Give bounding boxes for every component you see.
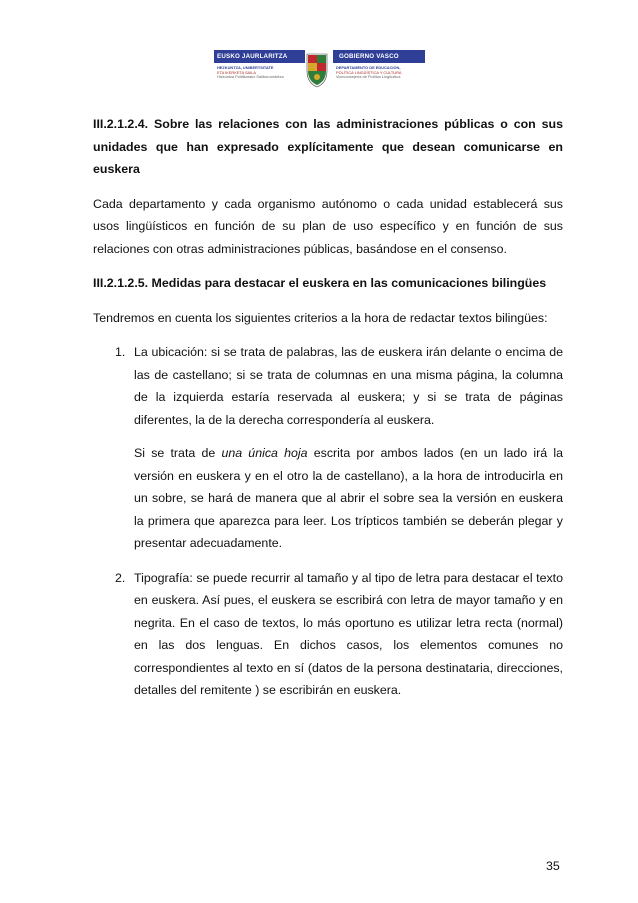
document-body: [93, 113, 563, 702]
list-item: [93, 567, 563, 702]
page-number: 35: [546, 859, 560, 873]
emphasis-text: una única hoja: [221, 446, 308, 460]
logo-bar-spanish: GOBIERNO VASCO: [333, 50, 425, 63]
list-item-text: Tipografía: se puede recurrir al tamaño y al tipo de letra para destacar el texto en euskera. Así pues, el euskera se escribirá con letra de mayor tamaño y en negrita. En el caso de textos, lo más oportuno es utilizar letra recta (normal) en las dos lenguas. En dichos casos, los elementos comunes no correspondientes al texto en sí (datos de la persona destinataria, direcciones, detalles del remitente ) se escribirán en euskera.: [134, 570, 563, 697]
list-item-subparagraph: Si se trata de una única hoja escrita por ambos lados (en un lado irá la versión en euskera y en el otro la de castellano), a la hora de introducirla en un sobre, se hará de manera que al abrir el sobre sea la versión en euskera la primera que aparezca para leer. Los trípticos también se deberán plegar y presentar adecuadamente.: [134, 446, 563, 550]
section-heading-2-1-2-5: III.2.1.2.5. Medidas para destacar el euskera en las comunicaciones bilingües: [93, 276, 547, 290]
list-item-number: 1.: [115, 345, 126, 359]
coat-of-arms-icon: [305, 51, 329, 89]
list-item-number: 2.: [115, 570, 126, 585]
list-item-text: La ubicación: si se trata de palabras, las de euskera irán delante o encima de las de castellano; si se trata de columnas en una misma página, la columna de la izquierda estaría reservada al euskera; y si se trata de páginas diferentes, la de la derecha correspondería al euskera.: [134, 345, 563, 427]
logo-department-basque: HEZKUNTZA, UNIBERTSITATE ETA IKERKETA SAILA Hizkuntza Politikarako Sailburuordetza: [217, 66, 284, 80]
list-item: [93, 341, 563, 555]
section-body-2-1-2-4: Cada departamento y cada organismo autónomo o cada unidad establecerá sus usos lingüísticos en función de su plan de uso específico y en función de sus relaciones con otras administraciones públicas, basándose en el consenso.: [93, 196, 563, 256]
section-heading-2-1-2-4: III.2.1.2.4. Sobre las relaciones con las administraciones públicas o con sus unidades que han expresado explícitamente que desean comunicarse en euskera: [93, 117, 563, 176]
section-intro-2-1-2-5: Tendremos en cuenta los siguientes criterios a la hora de redactar textos bilingües:: [93, 310, 548, 325]
logo-department-spanish: DEPARTAMENTO DE EDUCACIÓN, POLÍTICA LINGÜÍSTICA Y CULTURA Viceconsejería de Política Lingüística: [336, 66, 402, 80]
government-logo: [214, 50, 422, 92]
logo-bar-basque: EUSKO JAURLARITZA: [214, 50, 305, 63]
